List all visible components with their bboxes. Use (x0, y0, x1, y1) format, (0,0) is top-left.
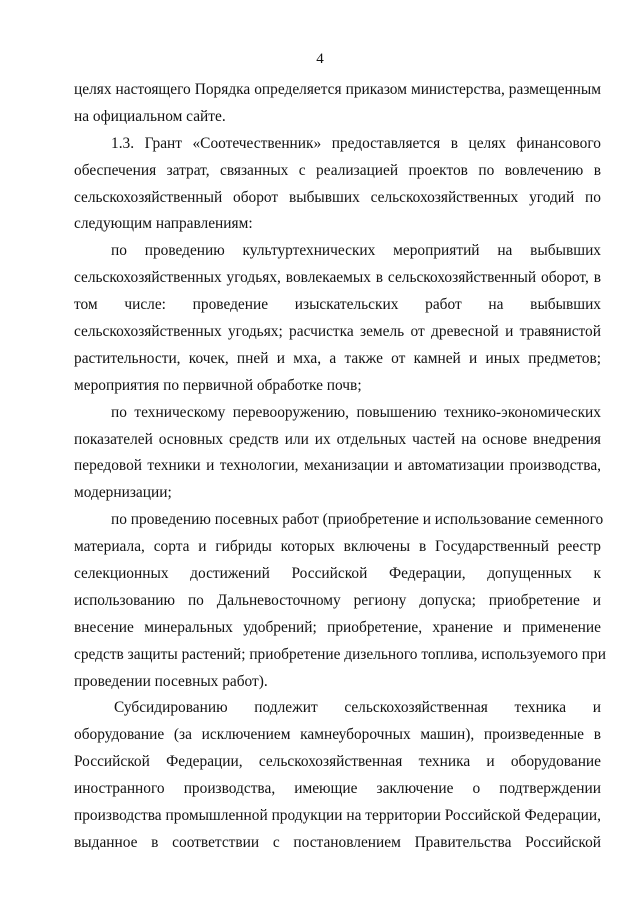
text-line: по техническому перевооружению, повышению технико-экономических (111, 403, 601, 421)
text-line: Субсидированию подлежит сельскохозяйственная техника и (114, 699, 601, 717)
text-line: показателей основных средств или их отдельных частей на основе внедрения (74, 430, 601, 448)
text-line: сельскохозяйственных угодьях, вовлекаемых в сельскохозяйственный оборот, в (74, 269, 601, 287)
text-line: материала, сорта и гибриды которых включены в Государственный реестр (74, 538, 601, 556)
text-line: производства промышленной продукции на территории Российской Федерации, (74, 807, 601, 825)
text-line: следующим направлениям: (74, 215, 253, 233)
page-number: 4 (316, 51, 324, 67)
text-line: сельскохозяйственных угодьях; расчистка земель от древесной и травянистой (74, 323, 601, 341)
text-line: внесение минеральных удобрений; приобретение, хранение и применение (74, 618, 601, 636)
text-line: иностранного производства, имеющие заключение о подтверждении (74, 780, 601, 798)
text-line: выданное в соответствии с постановлением Правительства Российской (74, 833, 601, 851)
text-line: обеспечения затрат, связанных с реализацией проектов по вовлечению в (74, 161, 601, 179)
text-line: проведении посевных работ). (74, 672, 268, 690)
text-line: по проведению культуртехнических мероприятий на выбывших (111, 242, 601, 260)
text-line: оборудование (за исключением камнеуборочных машин), произведенные в (74, 726, 601, 744)
document-body (74, 77, 606, 857)
text-line: сельскохозяйственный оборот выбывших сельскохозяйственных угодий по (74, 188, 601, 206)
text-line: целях настоящего Порядка определяется приказом министерства, размещенным (74, 81, 601, 98)
text-line: средств защиты растений; приобретение дизельного топлива, используемого при (74, 645, 606, 663)
text-line: по проведению посевных работ (приобретение и использование семенного (111, 511, 604, 529)
text-line: модернизации; (74, 484, 172, 502)
text-line: на официальном сайте. (74, 107, 226, 125)
text-line: мероприятия по первичной обработке почв; (74, 376, 362, 394)
text-line: передовой техники и технологии, механизации и автоматизации производства, (74, 457, 601, 475)
text-line: 1.3. Грант «Соотечественник» предоставляется в целях финансового (111, 134, 601, 152)
text-line: использованию по Дальневосточному региону допуска; приобретение и (74, 591, 601, 609)
text-line: том числе: проведение изыскательских работ на выбывших (74, 296, 601, 314)
text-line: селекционных достижений Российской Федерации, допущенных к (74, 565, 601, 583)
text-line: растительности, кочек, пней и мха, а также от камней и иных предметов; (74, 349, 601, 367)
text-line: Российской Федерации, сельскохозяйственная техника и оборудование (74, 753, 601, 771)
